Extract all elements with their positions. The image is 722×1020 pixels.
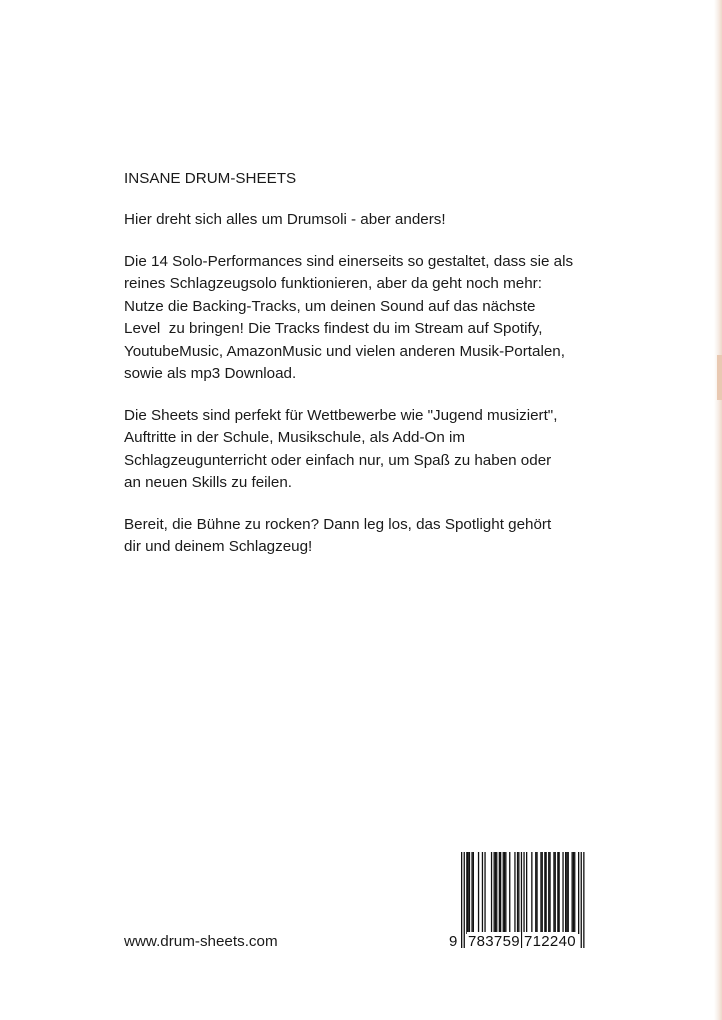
spine-edge — [714, 0, 722, 1020]
barcode-bar — [514, 852, 515, 934]
barcode-bar — [542, 852, 543, 934]
barcode-bar — [496, 852, 497, 934]
paragraph-line: Die 14 Solo-Performances sind einerseits so gestaltet, dass sie als — [124, 252, 574, 270]
barcode-bar — [540, 852, 541, 934]
paragraph-line: Level zu bringen! Die Tracks findest du im Stream auf Spotify, — [124, 320, 543, 337]
barcode-bar — [557, 852, 558, 934]
barcode-lead-digit: 9 — [449, 933, 458, 950]
barcode-bar — [548, 852, 549, 934]
barcode-bar — [544, 852, 545, 934]
barcode-bar — [495, 852, 496, 934]
barcode-left-group: 783759 — [468, 933, 520, 950]
barcode-bar — [494, 852, 495, 934]
barcode-bar — [553, 852, 554, 934]
barcode-bar — [509, 852, 510, 934]
barcode-bar — [500, 852, 501, 934]
paragraph-line: Die Sheets sind perfekt für Wettbewerbe wie "Jugend musiziert", — [124, 406, 558, 424]
barcode-bar — [499, 852, 500, 934]
barcode-bar — [536, 852, 537, 934]
barcode-bar — [566, 852, 567, 934]
barcode-bar — [504, 852, 505, 934]
barcode-bar — [468, 852, 469, 934]
barcode-bar — [568, 852, 569, 934]
barcode-bar — [517, 852, 518, 934]
paragraph-usage — [124, 405, 594, 495]
paragraph-line: sowie als mp3 Download. — [124, 365, 297, 382]
book-title: INSANE DRUM-SHEETS — [124, 170, 297, 187]
blurb-text-block — [124, 168, 594, 578]
barcode-right-group: 712240 — [524, 933, 576, 950]
barcode-bar — [482, 852, 483, 934]
website-url[interactable]: www.drum-sheets.com — [124, 933, 278, 950]
tagline — [124, 209, 594, 232]
paragraph-call-to-action — [124, 514, 594, 559]
paragraph-line: Auftritte in der Schule, Musikschule, als Add-On im — [124, 429, 466, 446]
paragraph-line: an neuen Skills zu feilen. — [124, 474, 293, 491]
barcode-bar — [572, 852, 573, 934]
paragraph-line: Schlagzeugunterricht oder einfach nur, um Spaß zu haben oder — [124, 451, 552, 469]
barcode-digits — [449, 932, 585, 952]
paragraph-line: Bereit, die Bühne zu rocken? Dann leg los, das Spotlight gehört — [124, 515, 552, 533]
barcode-bar — [531, 852, 532, 934]
barcode-bar — [549, 852, 550, 934]
barcode-bar — [555, 852, 556, 934]
barcode-bar — [518, 852, 519, 934]
barcode-bar — [573, 852, 574, 934]
barcode-bar — [473, 852, 474, 934]
paragraph-line: reines Schlagzeugsolo funktionieren, aber da geht noch mehr: — [124, 275, 542, 292]
barcode-bar — [526, 852, 527, 934]
paragraph-line: YoutubeMusic, AmazonMusic und vielen anderen Musik-Portalen, — [124, 342, 565, 360]
barcode-bar — [466, 852, 467, 934]
barcode-bar — [562, 852, 563, 934]
spine-tint — [717, 355, 722, 400]
barcode-bar — [478, 852, 479, 934]
tagline-line: Hier dreht sich alles um Drumsoli - aber anders! — [124, 211, 446, 228]
barcode-bar — [491, 852, 492, 934]
barcode-bar — [565, 852, 566, 934]
barcode-bar — [471, 852, 472, 934]
barcode-bar — [535, 852, 536, 934]
barcode-bar — [546, 852, 547, 934]
barcode-bar — [469, 852, 470, 934]
barcode-bar — [559, 852, 560, 934]
paragraph-line: Nutze die Backing-Tracks, um deinen Sound auf das nächste — [124, 297, 536, 315]
barcode-bar — [578, 852, 579, 934]
paragraph-backing-tracks — [124, 251, 594, 386]
barcode-bar — [505, 852, 506, 934]
barcode-bar — [484, 852, 485, 934]
paragraph-line: dir und deinem Schlagzeug! — [124, 538, 313, 555]
isbn-barcode — [449, 852, 585, 952]
barcode-bar — [574, 852, 575, 934]
barcode-bar — [503, 852, 504, 934]
